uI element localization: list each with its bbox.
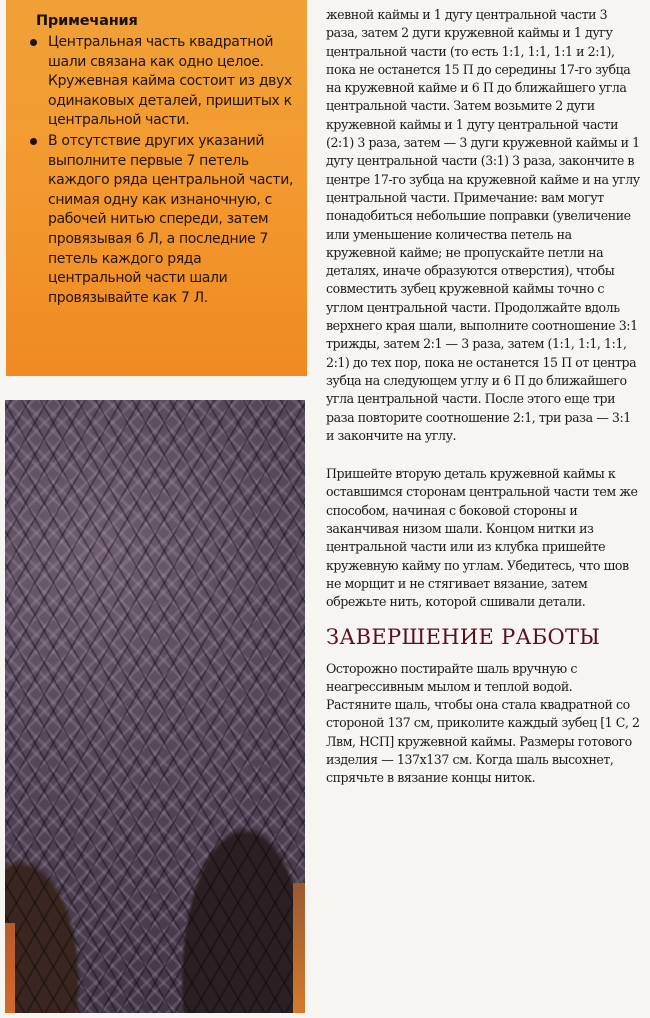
bullet-icon xyxy=(30,39,37,46)
shawl-photo xyxy=(5,400,305,1013)
article-paragraph: жевной каймы и 1 дугу центральной части 3 раза, затем 2 дуги кружевной каймы и 1 дугу центральной части (то есть 1:1, 1:1, 1:1 и 2:1), пока не останется 15 П до середины 17-го зубца на кружевной кайме и 6 П до ближайшего угла центральной части. Затем возьмите 2 дуги кружевной каймы и 1 дугу центральной части (2:1) 3 раза, затем — 3 дуги кружевной каймы и 1 дугу центральной части (3:1) 3 раза, закончите в центре 17-го зубца на кружевной кайме и на углу центральной части. Примечание: вам могут понадобиться небольшие поправки (увеличение или уменьшение количества петель на кружевной кайме; не пропускайте петли на деталях, иначе образуются отверстия), чтобы совместить зубец кружевной каймы точно с углом центральной части. Продолжайте вдоль верхнего края шали, выполните соотношение 3:1 трижды, затем 2:1 — 3 раза, затем (1:1, 1:1, 1:1, 2:1) до тех пор, пока не останется 15 П от центра зубца на следующем углу и 6 П до ближайшего угла центральной части. После этого еще три раза повторите соотношение 2:1, три раза — 3:1 и закончите на углу. xyxy=(326,7,640,443)
notes-list xyxy=(36,33,297,308)
notes-item xyxy=(36,33,297,131)
section-heading: ЗАВЕРШЕНИЕ РАБОТЫ xyxy=(326,624,601,649)
notes-item-text: Центральная часть квадратной шали связана как одно целое. Кружевная кайма состоит из двух одинаковых деталей, пришитых к центральной части. xyxy=(48,34,292,129)
bullet-icon xyxy=(30,138,37,145)
finishing-paragraph: Осторожно постирайте шаль вручную с неагрессивным мылом и теплой водой. Растяните шаль, чтобы она стала квадратной со стороной 137 см, приколите каждый зубец [1 С, 2 Лвм, НСП] кружевной каймы. Размеры готового изделия — 137x137 см. Когда шаль высохнет, спрячьте в вязание концы ниток. xyxy=(326,660,640,786)
notes-item-text: В отсутствие других указаний выполните первые 7 петель каждого ряда центральной части, снимая одну как изнаночную, с рабочей нитью спереди, затем провязывая 6 Л, а последние 7 петель каждого ряда центральной части шали провязывайте как 7 Л. xyxy=(48,132,294,306)
lace-pattern xyxy=(5,400,305,1013)
photo-background-right xyxy=(293,883,305,1013)
photo-background-left xyxy=(5,923,15,1013)
notes-item xyxy=(36,132,297,308)
notes-box xyxy=(6,0,307,376)
article-paragraph: Пришейте вторую деталь кружевной каймы к оставшимся сторонам центральной части тем же способом, начиная с боковой стороны и заканчивая низом шали. Концом нитки из центральной части или из клубка пришейте кружевную кайму по углам. Убедитесь, что шов не морщит и не стягивает вязание, затем обрежьте нить, которой сшивали детали. xyxy=(326,466,638,610)
article-column xyxy=(326,6,640,788)
notes-title: Примечания xyxy=(36,13,138,29)
